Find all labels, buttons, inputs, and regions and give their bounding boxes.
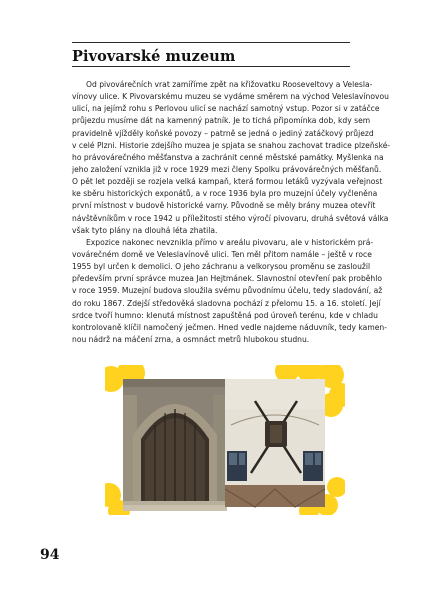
text-line: nou nádrž na máčení zrna, a osmnáct metrů hlubokou studnu.: [72, 334, 310, 344]
text-line: ke sběru historických exponátů, a v roce 1936 byla pro muzejní účely vyčleněna: [72, 189, 378, 199]
text-line: návštěvníkům v roce 1942 u příležitosti stého výročí pivovaru, druhá světová válka: [72, 213, 389, 223]
text-line: vovárečném domě ve Veleslavínově ulici. Ten měl přitom namále – ještě v roce: [72, 249, 372, 259]
text-line: 1955 byl určen k demolici. O jeho záchranu a velkorysou proměnu se zasloužil: [72, 262, 371, 272]
gate-photo: [123, 379, 227, 511]
text-line: především první správce muzea Jan Hejtmánek. Slavnostní otevření pak proběhlo: [72, 274, 383, 284]
text-line: srdce tvoří humno: klenutá místnost zapuštěná pod úroveň terénu, kde v chladu: [72, 310, 378, 320]
title-divider: [72, 66, 350, 67]
text-line: kontrolovaně klíčil namočený ječmen. Hned vedle najdeme náduvník, tedy kamen-: [72, 322, 387, 332]
text-line: ho právovárečného měšťanstva a zachránit cenné městské památky. Myšlenka na: [72, 152, 384, 162]
page-number: 94: [40, 547, 60, 563]
text-line: vínovy ulice. K Pivovarskému muzeu se vydáme směrem na východ Veleslavínovou: [72, 92, 389, 102]
text-line: pravidelně vjížděly koňské povozy – patrně se jedná o jediný zatáčkový průjezd: [72, 128, 374, 138]
text-line: O pět let později se rozjela velká kampaň, která formou letáků vyzývala veřejnost: [72, 177, 383, 187]
text-line: průjezdu musíme dát na kamenný patník. Je to tichá připomínka dob, kdy sem: [72, 116, 371, 126]
text-line: Expozice nakonec nevznikla přímo v areálu pivovaru, ale v historickém prá-: [86, 237, 374, 247]
text-line: jeho založení vznikla již v roce 1929 mezi členy Spolku právovárečných měšťanů.: [72, 164, 382, 174]
paragraph-1: [72, 79, 391, 237]
text-line: v celé Plzni. Historie zdejšího muzea je spjata se snahou zachovat tradice plzeňské-: [72, 140, 391, 150]
text-line: do roku 1867. Zdejší středověká sladovna pochází z přelomu 15. a 16. století. Její: [72, 298, 381, 308]
text-line: však tyto plány na dlouhá léta zhatila.: [72, 225, 218, 235]
photo-collage: [105, 365, 345, 515]
text-line: v roce 1959. Muzejní budova sloužila svému původnímu účelu, tedy sladování, až: [72, 286, 383, 296]
text-line: Od pivovárečních vrat zamíříme zpět na křižovatku Rooseveltovy a Velesla-: [86, 80, 373, 89]
body-text: [72, 79, 391, 346]
text-line: první místnost v budově historické varny. Původně se měly brány muzea otevřít: [72, 201, 376, 211]
page-title: Pivovarské muzeum: [72, 48, 236, 65]
text-line: ulicí, na jejímž rohu s Perlovou ulicí se nachází samotný vstup. Pozor si v zatáčce: [72, 104, 380, 114]
wall-sign-photo: [225, 379, 325, 507]
paragraph-2: [72, 237, 387, 346]
top-divider: [72, 42, 350, 43]
